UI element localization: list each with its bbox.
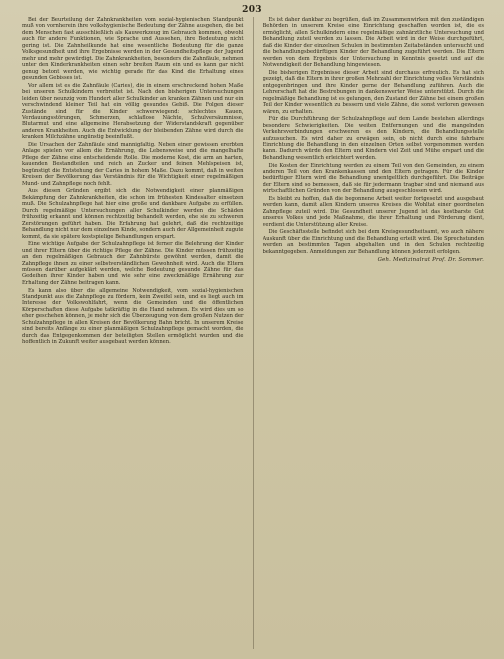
left-column: [22, 17, 244, 649]
left-paragraph: Aus diesen Gründen ergibt sich die Notwendigkeit einer planmäßigen Bekämpfung der Zahnkrankheiten, die schon im frühesten Kindesalter einsetzen muß. Die Schulzahnpflege hat hier eine große und dankbare Aufgabe zu erfüllen. Durch regelmäßige Untersuchungen aller Schulkinder werden die Schäden frühzeitig erkannt und können rechtzeitig behandelt werden, ehe sie zu schweren Zerstörungen geführt haben. Die Erfahrung hat gelehrt, daß die rechtzeitige Behandlung nicht nur dem einzelnen Kinde, sondern auch der Allgemeinheit zugute kommt, da sie spätere kostspielige Behandlungen erspart.: [22, 188, 244, 240]
right-column: [263, 17, 485, 649]
article-columns: [22, 17, 484, 649]
left-paragraph: Es kann also über die allgemeine Notwendigkeit, vom sozial-hygienischen Standpunkt aus die Zahnpflege zu fördern, kein Zweifel sein, und es liegt auch im Interesse der Volkswohlfahrt, wenn die Gemeinden und die öffentlichen Körperschaften diese Aufgabe tatkräftig in die Hand nehmen. Es wird dies um so eher geschehen können, je mehr sich die Überzeugung von dem großen Nutzen der Schulzahnpflege in allen Kreisen der Bevölkerung Bahn bricht. In unserem Kreise sind bereits Anfänge zu einer planmäßigen Schulzahnpflege gemacht worden, die durch das Entgegenkommen der beteiligten Stellen ermöglicht wurden und die hoffentlich in Zukunft weiter ausgebaut werden können.: [22, 287, 244, 346]
right-paragraph: Es bleibt zu hoffen, daß die begonnene Arbeit weiter fortgesetzt und ausgebaut werden kann, damit allen Kindern unseres Kreises die Wohltat einer geordneten Zahnpflege zuteil wird. Die Gesundheit unserer Jugend ist das kostbarste Gut unseres Volkes und jede Maßnahme, die ihrer Erhaltung und Förderung dient, verdient die Unterstützung aller Kreise.: [262, 195, 484, 228]
left-paragraph: Eine wichtige Aufgabe der Schulzahnpflege ist ferner die Belehrung der Kinder und ihrer Eltern über die richtige Pflege der Zähne. Die Kinder müssen frühzeitig an den regelmäßigen Gebrauch der Zahnbürste gewöhnt werden, damit die Zahnpflege ihnen zu einer selbstverständlichen Gewohnheit wird. Auch die Eltern müssen darüber aufgeklärt werden, welche Bedeutung gesunde Zähne für das Gedeihen ihrer Kinder haben und wie sehr eine zweckmäßige Ernährung zur Erhaltung der Zähne beitragen kann.: [22, 241, 244, 286]
right-paragraph: Für die Durchführung der Schulzahnpflege auf dem Lande bestehen allerdings besondere Schwierigkeiten. Die weiten Entfernungen und die mangelnden Verkehrsverbindungen erschweren es den Kindern, die Behandlungsstelle aufzusuchen. Es wird daher zu erwägen sein, ob nicht durch eine fahrbare Einrichtung die Behandlung in den einzelnen Orten selbst vorgenommen werden kann. Dadurch würde den Eltern und Kindern viel Zeit und Mühe erspart und die Behandlung wesentlich erleichtert werden.: [262, 116, 484, 161]
left-paragraph: Die Ursachen der Zahnfäule sind mannigfaltig. Neben einer gewissen ererbten Anlage spielen vor allem die Ernährung, die Lebensweise und die mangelhafte Pflege der Zähne eine entscheidende Rolle. Die moderne Kost, die arm an harten, kauenden Bestandteilen und reich an Zucker und feinen Mehlspeisen ist, begünstigt die Entstehung der Caries in hohem Maße. Dazu kommt, daß in weiten Kreisen der Bevölkerung das Verständnis für die Wichtigkeit einer regelmäßigen Mund- und Zahnpflege noch fehlt.: [22, 141, 244, 187]
page-number: 203: [242, 5, 262, 15]
column-divider: [253, 17, 254, 649]
right-paragraph: Die Kosten der Einrichtung werden zu einem Teil von den Gemeinden, zu einem anderen Teil von den Krankenkassen und den Eltern getragen. Für die Kinder bedürftiger Eltern wird die Behandlung unentgeltlich durchgeführt. Die Beiträge der Eltern sind so bemessen, daß sie für jedermann tragbar sind und niemand aus wirtschaftlichen Gründen von der Behandlung ausgeschlossen wird.: [262, 162, 484, 195]
left-paragraph: Vor allem ist es die Zahnfäule (Caries), die in einem erschreckend hohen Maße bei unseren Schulkindern verbreitet ist. Nach den bisherigen Untersuchungen leiden über neunzig vom Hundert aller Schulkinder an kranken Zähnen und nur ein verschwindend kleiner Teil hat ein völlig gesundes Gebiß. Die Folgen dieser Zustände sind für die Kinder schwerwiegend: schlechtes Kauen, Verdauungsstörungen, Schmerzen, schlaflose Nächte, Schulversäumnisse, Blutarmut und eine allgemeine Herabsetzung der Widerstandskraft gegenüber anderen Krankheiten. Auch die Entwicklung der bleibenden Zähne wird durch die kranken Milchzähne ungünstig beeinflußt.: [22, 82, 244, 141]
right-paragraph: Es ist daher dankbar zu begrüßen, daß im Zusammenwirken mit den zuständigen Behörden in unserem Kreise eine Einrichtung geschaffen worden ist, die es ermöglicht, allen Schulkindern eine regelmäßige zahnärztliche Untersuchung und Behandlung zuteil werden zu lassen. Die Arbeit wird in der Weise durchgeführt, daß die Kinder der einzelnen Schulen in bestimmten Zeitabständen untersucht und die behandlungsbedürftigen Kinder der Behandlung zugeführt werden. Die Eltern werden von dem Ergebnis der Untersuchung in Kenntnis gesetzt und auf die Notwendigkeit der Behandlung hingewiesen.: [262, 17, 484, 69]
right-paragraph: Die Geschäftsstelle befindet sich bei dem Kreisgesundheitsamt, wo auch nähere Auskunft über die Einrichtung und die Behandlung erteilt wird. Die Sprechstunden werden an bestimmten Tagen abgehalten und in den Schulen rechtzeitig bekanntgegeben. Anmeldungen zur Behandlung können jederzeit erfolgen.: [262, 229, 484, 255]
right-paragraph: Die bisherigen Ergebnisse dieser Arbeit sind durchaus erfreulich. Es hat sich gezeigt, daß die Eltern in ihrer großen Mehrzahl der Einrichtung volles Verständnis entgegenbringen und ihre Kinder gerne der Behandlung zuführen. Auch die Lehrerschaft hat die Bestrebungen in dankenswerter Weise unterstützt. Durch die regelmäßige Behandlung ist es gelungen, den Zustand der Zähne bei einem großen Teil der Kinder wesentlich zu bessern und viele Zähne, die sonst verloren gewesen wären, zu erhalten.: [262, 69, 484, 115]
left-paragraph: Bei der Beurteilung der Zahnkrankheiten vom sozial-hygienischen Standpunkt muß von vornherein ihre volkshygienische Bedeutung der Zähne ausgehen, die bei dem Menschen fast ausschließlich als Kauwerkzeug im Gebrauch kommen, obwohl auch für andere Funktionen, wie Sprache und Aussehen, ihre Bedeutung nicht gering ist. Die Zahnheilkunde hat eine wesentliche Bedeutung für die ganze Volksgesundheit und ihre Ergebnisse werden in der Gesundheitspflege der Jugend mehr und mehr gewürdigt. Die Zahnkrankheiten, besonders die Zahnfäule, nehmen unter den Kinderkrankheiten einen sehr breiten Raum ein und es kann gar nicht genug betont werden, wie wichtig gerade für das Kind die Erhaltung eines gesunden Gebisses ist.: [22, 17, 244, 82]
author-signature: Geh. Medizinalrat Prof. Dr. Sommer.: [377, 257, 484, 264]
